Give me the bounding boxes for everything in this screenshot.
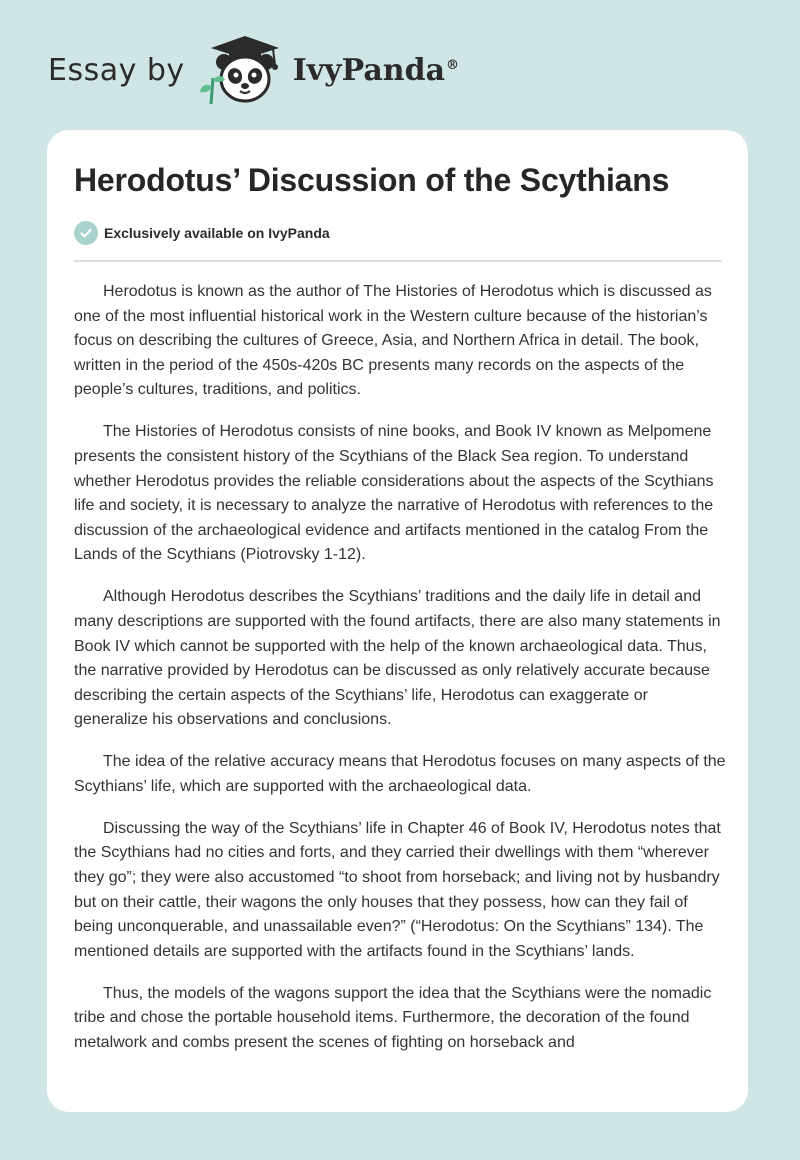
exclusive-badge-label: Exclusively available on IvyPanda <box>104 225 330 241</box>
paragraph: Herodotus is known as the author of The Histories of Herodotus which is discussed as one of the most influential historical work in the Western culture because of the historian’s focus on describing the cultures of Greece, Asia, and Northern Africa in detail. The book, written in the period of the 450s-420s BC presents many records on the aspects of the people’s cultures, traditions, and politics. <box>74 283 712 399</box>
check-circle-icon <box>74 221 98 245</box>
paragraph: Thus, the models of the wagons support the idea that the Scythians were the nomadic tribe and chose the portable household items. Furthermore, the decoration of the found metalwork and combs present the scenes of fighting on horseback and <box>74 984 712 1051</box>
paragraph: Discussing the way of the Scythians’ life in Chapter 46 of Book IV, Herodotus notes that the Scythians had no cities and forts, and they carried their dwellings with them “wherever they go”; they were also accustomed “to shoot from horseback; and living not by husbandry but on their cattle, their wagons the only houses that they possess, how can they fail of being unconquerable, and unassailable even?” (“Herodotus: On the Scythians” 134). The mentioned details are supported with the artifacts found in the Scythians’ lands. <box>74 819 721 960</box>
title-divider <box>74 260 722 262</box>
panda-logo-icon <box>199 32 291 108</box>
essay-body <box>74 280 726 1073</box>
site-header[interactable] <box>48 30 459 110</box>
essay-card <box>47 130 748 1112</box>
page-title: Herodotus’ Discussion of the Scythians <box>74 162 670 198</box>
paragraph: The Histories of Herodotus consists of nine books, and Book IV known as Melpomene presents the consistent history of the Scythians of the Black Sea region. To understand whether Herodotus provides the reliable considerations about the aspects of the Scythians life and society, it is necessary to analyze the narrative of Herodotus with references to the discussion of the archaeological evidence and artifacts mentioned in the catalog From the Lands of the Scythians (Piotrovsky 1-12). <box>74 423 714 564</box>
exclusive-badge <box>74 221 330 245</box>
essay-by-label: Essay by <box>48 52 185 88</box>
paragraph: Although Herodotus describes the Scythians’ traditions and the daily life in detail and many descriptions are supported with the found artifacts, there are also many statements in Book IV which cannot be supported with the help of the known archaeological data. Thus, the narrative provided by Herodotus can be discussed as only relatively accurate because describing the certain aspects of the Scythians’ life, Herodotus can exaggerate or generalize his observations and conclusions. <box>74 588 721 729</box>
registered-mark: ® <box>446 57 460 73</box>
paragraph: The idea of the relative accuracy means that Herodotus focuses on many aspects of the Scythians’ life, which are supported with the archaeological data. <box>74 753 726 795</box>
brand-name: IvyPanda® <box>292 52 460 88</box>
